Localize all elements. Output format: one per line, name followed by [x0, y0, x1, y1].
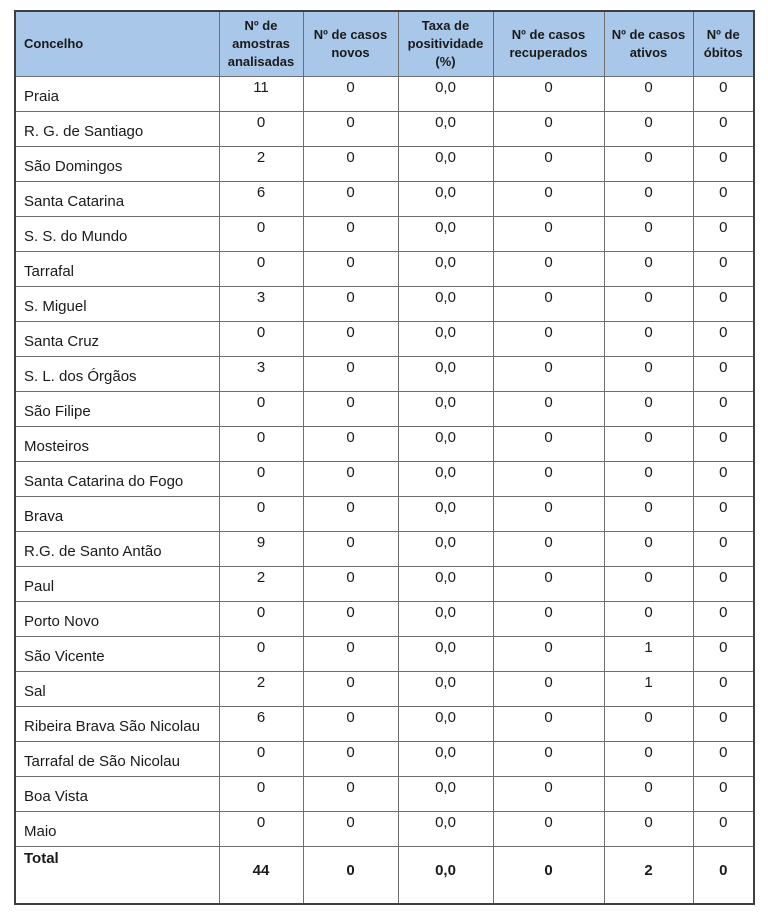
table-row [15, 461, 754, 496]
obitos-cell: 0 [693, 776, 754, 811]
table-row [15, 566, 754, 601]
taxa-cell: 0,0 [398, 741, 493, 776]
recuperados-cell: 0 [493, 146, 604, 181]
total-taxa: 0,0 [398, 846, 493, 904]
recuperados-cell: 0 [493, 671, 604, 706]
novos-cell: 0 [303, 251, 398, 286]
amostras-cell: 0 [219, 741, 303, 776]
obitos-cell: 0 [693, 76, 754, 111]
obitos-cell: 0 [693, 321, 754, 356]
table-row [15, 636, 754, 671]
ativos-cell: 0 [604, 111, 693, 146]
recuperados-cell: 0 [493, 321, 604, 356]
amostras-cell: 0 [219, 811, 303, 846]
novos-cell: 0 [303, 111, 398, 146]
taxa-cell: 0,0 [398, 566, 493, 601]
recuperados-cell: 0 [493, 426, 604, 461]
novos-cell: 0 [303, 496, 398, 531]
novos-cell: 0 [303, 356, 398, 391]
novos-cell: 0 [303, 531, 398, 566]
novos-cell: 0 [303, 671, 398, 706]
amostras-cell: 0 [219, 321, 303, 356]
amostras-cell: 0 [219, 601, 303, 636]
concelho-cell: Santa Catarina [15, 181, 219, 216]
amostras-cell: 6 [219, 181, 303, 216]
obitos-cell: 0 [693, 391, 754, 426]
amostras-cell: 0 [219, 251, 303, 286]
concelho-cell: Porto Novo [15, 601, 219, 636]
table-row [15, 321, 754, 356]
ativos-cell: 0 [604, 321, 693, 356]
taxa-cell: 0,0 [398, 461, 493, 496]
taxa-cell: 0,0 [398, 601, 493, 636]
novos-cell: 0 [303, 391, 398, 426]
novos-cell: 0 [303, 181, 398, 216]
taxa-cell: 0,0 [398, 496, 493, 531]
table-row [15, 496, 754, 531]
obitos-cell: 0 [693, 461, 754, 496]
taxa-cell: 0,0 [398, 251, 493, 286]
table-row [15, 251, 754, 286]
total-ativos: 2 [604, 846, 693, 904]
table-row [15, 146, 754, 181]
amostras-cell: 0 [219, 391, 303, 426]
recuperados-cell: 0 [493, 741, 604, 776]
amostras-cell: 2 [219, 671, 303, 706]
table-row [15, 286, 754, 321]
table-row [15, 216, 754, 251]
ativos-cell: 0 [604, 286, 693, 321]
recuperados-cell: 0 [493, 251, 604, 286]
total-obitos: 0 [693, 846, 754, 904]
table-row [15, 531, 754, 566]
concelho-cell: São Domingos [15, 146, 219, 181]
obitos-cell: 0 [693, 111, 754, 146]
novos-cell: 0 [303, 776, 398, 811]
novos-cell: 0 [303, 146, 398, 181]
taxa-cell: 0,0 [398, 706, 493, 741]
novos-cell: 0 [303, 601, 398, 636]
ativos-cell: 0 [604, 76, 693, 111]
ativos-cell: 0 [604, 216, 693, 251]
obitos-cell: 0 [693, 741, 754, 776]
taxa-cell: 0,0 [398, 146, 493, 181]
ativos-cell: 0 [604, 426, 693, 461]
obitos-cell: 0 [693, 811, 754, 846]
amostras-cell: 2 [219, 146, 303, 181]
recuperados-cell: 0 [493, 776, 604, 811]
taxa-cell: 0,0 [398, 391, 493, 426]
covid-municipalities-table [14, 10, 755, 905]
amostras-cell: 3 [219, 356, 303, 391]
col-header-obitos: Nº de óbitos [693, 11, 754, 76]
recuperados-cell: 0 [493, 496, 604, 531]
novos-cell: 0 [303, 216, 398, 251]
obitos-cell: 0 [693, 671, 754, 706]
total-amostras: 44 [219, 846, 303, 904]
concelho-cell: R. G. de Santiago [15, 111, 219, 146]
recuperados-cell: 0 [493, 111, 604, 146]
obitos-cell: 0 [693, 286, 754, 321]
amostras-cell: 3 [219, 286, 303, 321]
concelho-cell: Santa Cruz [15, 321, 219, 356]
ativos-cell: 0 [604, 566, 693, 601]
table-row [15, 391, 754, 426]
recuperados-cell: 0 [493, 601, 604, 636]
recuperados-cell: 0 [493, 531, 604, 566]
ativos-cell: 0 [604, 391, 693, 426]
recuperados-cell: 0 [493, 636, 604, 671]
ativos-cell: 0 [604, 776, 693, 811]
amostras-cell: 0 [219, 426, 303, 461]
col-header-amostras-analisadas: Nº de amostras analisadas [219, 11, 303, 76]
total-label: Total [15, 846, 219, 904]
ativos-cell: 0 [604, 356, 693, 391]
table-header [15, 11, 754, 76]
taxa-cell: 0,0 [398, 531, 493, 566]
total-novos: 0 [303, 846, 398, 904]
recuperados-cell: 0 [493, 461, 604, 496]
taxa-cell: 0,0 [398, 811, 493, 846]
novos-cell: 0 [303, 321, 398, 356]
ativos-cell: 1 [604, 671, 693, 706]
table-row [15, 671, 754, 706]
total-recuperados: 0 [493, 846, 604, 904]
taxa-cell: 0,0 [398, 671, 493, 706]
novos-cell: 0 [303, 811, 398, 846]
novos-cell: 0 [303, 76, 398, 111]
obitos-cell: 0 [693, 531, 754, 566]
obitos-cell: 0 [693, 356, 754, 391]
recuperados-cell: 0 [493, 566, 604, 601]
ativos-cell: 0 [604, 181, 693, 216]
table-row [15, 426, 754, 461]
obitos-cell: 0 [693, 496, 754, 531]
amostras-cell: 0 [219, 776, 303, 811]
recuperados-cell: 0 [493, 286, 604, 321]
concelho-cell: Tarrafal de São Nicolau [15, 741, 219, 776]
obitos-cell: 0 [693, 146, 754, 181]
obitos-cell: 0 [693, 706, 754, 741]
taxa-cell: 0,0 [398, 426, 493, 461]
obitos-cell: 0 [693, 566, 754, 601]
concelho-cell: S. L. dos Órgãos [15, 356, 219, 391]
novos-cell: 0 [303, 741, 398, 776]
amostras-cell: 0 [219, 636, 303, 671]
amostras-cell: 6 [219, 706, 303, 741]
header-row [15, 11, 754, 76]
novos-cell: 0 [303, 706, 398, 741]
ativos-cell: 0 [604, 601, 693, 636]
ativos-cell: 0 [604, 146, 693, 181]
taxa-cell: 0,0 [398, 216, 493, 251]
ativos-cell: 0 [604, 741, 693, 776]
col-header-casos-ativos: Nº de casos ativos [604, 11, 693, 76]
ativos-cell: 0 [604, 496, 693, 531]
taxa-cell: 0,0 [398, 776, 493, 811]
novos-cell: 0 [303, 636, 398, 671]
ativos-cell: 0 [604, 706, 693, 741]
novos-cell: 0 [303, 286, 398, 321]
amostras-cell: 0 [219, 461, 303, 496]
amostras-cell: 2 [219, 566, 303, 601]
obitos-cell: 0 [693, 636, 754, 671]
concelho-cell: Praia [15, 76, 219, 111]
table-row [15, 811, 754, 846]
amostras-cell: 9 [219, 531, 303, 566]
taxa-cell: 0,0 [398, 76, 493, 111]
col-header-casos-novos: Nº de casos novos [303, 11, 398, 76]
concelho-cell: S. Miguel [15, 286, 219, 321]
ativos-cell: 0 [604, 461, 693, 496]
amostras-cell: 11 [219, 76, 303, 111]
table-row [15, 601, 754, 636]
concelho-cell: Paul [15, 566, 219, 601]
ativos-cell: 0 [604, 251, 693, 286]
recuperados-cell: 0 [493, 391, 604, 426]
concelho-cell: Santa Catarina do Fogo [15, 461, 219, 496]
obitos-cell: 0 [693, 216, 754, 251]
taxa-cell: 0,0 [398, 356, 493, 391]
concelho-cell: Maio [15, 811, 219, 846]
recuperados-cell: 0 [493, 356, 604, 391]
taxa-cell: 0,0 [398, 181, 493, 216]
taxa-cell: 0,0 [398, 636, 493, 671]
novos-cell: 0 [303, 566, 398, 601]
table-row [15, 741, 754, 776]
obitos-cell: 0 [693, 251, 754, 286]
table-row [15, 111, 754, 146]
col-header-casos-recuperados: Nº de casos recuperados [493, 11, 604, 76]
recuperados-cell: 0 [493, 181, 604, 216]
table-body [15, 76, 754, 846]
concelho-cell: Tarrafal [15, 251, 219, 286]
concelho-cell: São Filipe [15, 391, 219, 426]
table-row [15, 76, 754, 111]
taxa-cell: 0,0 [398, 286, 493, 321]
concelho-cell: Mosteiros [15, 426, 219, 461]
novos-cell: 0 [303, 461, 398, 496]
obitos-cell: 0 [693, 181, 754, 216]
col-header-taxa-positividade: Taxa de positividade (%) [398, 11, 493, 76]
concelho-cell: R.G. de Santo Antão [15, 531, 219, 566]
concelho-cell: S. S. do Mundo [15, 216, 219, 251]
ativos-cell: 0 [604, 531, 693, 566]
table-row [15, 776, 754, 811]
table-footer [15, 846, 754, 904]
table-row [15, 181, 754, 216]
concelho-cell: Brava [15, 496, 219, 531]
concelho-cell: Sal [15, 671, 219, 706]
concelho-cell: São Vicente [15, 636, 219, 671]
recuperados-cell: 0 [493, 76, 604, 111]
recuperados-cell: 0 [493, 706, 604, 741]
novos-cell: 0 [303, 426, 398, 461]
concelho-cell: Boa Vista [15, 776, 219, 811]
total-row [15, 846, 754, 904]
table-row [15, 356, 754, 391]
taxa-cell: 0,0 [398, 111, 493, 146]
obitos-cell: 0 [693, 426, 754, 461]
col-header-concelho: Concelho [15, 11, 219, 76]
amostras-cell: 0 [219, 216, 303, 251]
recuperados-cell: 0 [493, 811, 604, 846]
amostras-cell: 0 [219, 496, 303, 531]
ativos-cell: 1 [604, 636, 693, 671]
table-row [15, 706, 754, 741]
ativos-cell: 0 [604, 811, 693, 846]
recuperados-cell: 0 [493, 216, 604, 251]
concelho-cell: Ribeira Brava São Nicolau [15, 706, 219, 741]
amostras-cell: 0 [219, 111, 303, 146]
obitos-cell: 0 [693, 601, 754, 636]
taxa-cell: 0,0 [398, 321, 493, 356]
